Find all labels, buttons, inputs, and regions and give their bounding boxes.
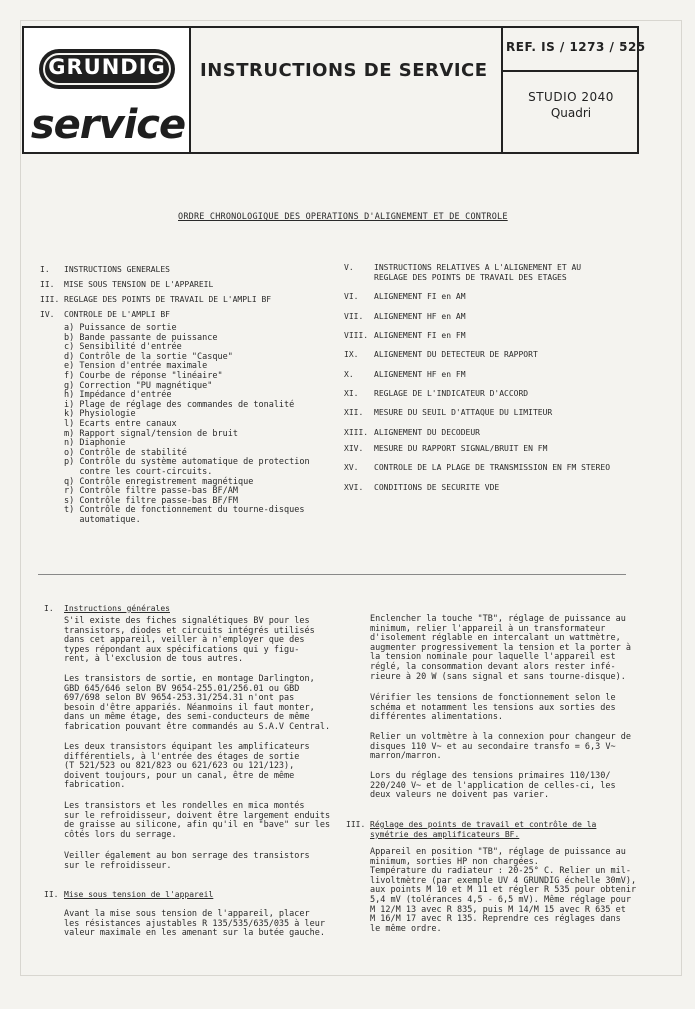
section-1-para-1: S'il existe des fiches signalétiques BV pour les transistors, diodes et circuits intégrés utilisés dans cet appareil, veiller à n'employer que des types répondant aux spécifications qui y figu- rent, à l'exclusion de tous autres. [64, 616, 315, 665]
toc-right-num-14: XIV. [344, 444, 364, 453]
toc-right-item-12: MESURE DU SEUIL D'ATTAQUE DU LIMITEUR [374, 408, 553, 417]
toc-left-num-1: I. [40, 265, 50, 274]
toc-subitem: g) Correction "PU magnétique" [64, 380, 213, 391]
section-1-para-5: Veiller également au bon serrage des transistors sur le refroidisseur. [64, 851, 310, 871]
section-2-para-1: Avant la mise sous tension de l'appareil, placer les résistances ajustables R 135/535/635/035 à leur valeur maximale en les amenant sur la butée gauche. [64, 909, 325, 939]
toc-subitem: o) Contrôle de stabilité [64, 447, 187, 458]
header-divider-left [189, 26, 191, 154]
brand-name: GRUNDIG [48, 55, 166, 79]
toc-subitem: b) Bande passante de puissance [64, 332, 218, 343]
service-wordmark: service [30, 102, 186, 148]
section-1-para-4: Les transistors et les rondelles en mica montés sur le refroidisseur, doivent être largement enduits de graisse au silicone, afin qu'il en "bave" sur les côtés lors du serrage. [64, 801, 331, 840]
toc-subitem: e) Tension d'entrée maximale [64, 361, 208, 372]
section-1-para-3: Les deux transistors équipant les amplificateurs différentiels, à l'entrée des étages de sortie (T 521/523 ou 821/823 ou 621/623 ou 121/123), doivent toujours, pour un canal, être de même fabrication. [64, 742, 310, 791]
toc-left-item-3: REGLAGE DES POINTS DE TRAVAIL DE L'AMPLI BF [64, 295, 272, 304]
toc-right-num-12: XII. [344, 408, 364, 417]
section-2-number: II. [44, 890, 59, 899]
toc-subitem: h) Impédance d'entrée [64, 390, 172, 401]
toc-subitem: l) Ecarts entre canaux [64, 418, 177, 429]
toc-heading: ORDRE CHRONOLOGIQUE DES OPERATIONS D'ALIGNEMENT ET DE CONTROLE [178, 212, 508, 222]
document-title: INSTRUCTIONS DE SERVICE [200, 60, 488, 81]
toc-right-item-7: ALIGNEMENT HF en AM [374, 312, 466, 321]
toc-left-num-2: II. [40, 280, 55, 289]
section-separator [38, 574, 626, 575]
toc-right-num-9: IX. [344, 350, 359, 359]
section-3-para-1: Appareil en position "TB", réglage de puissance au minimum, sorties HP non chargées. Température du radiateur : 20-25° C. Relier un mil- livoltmètre (par exemple UV 4 GRUNDIG échelle 30mV), aux points M 10 et M 11 et régler R 535 pour obtenir 5,4 mV (tolérances 4,5 - 6,5 mV). Même réglage pour M 12/M 13 avec R 835, puis M 14/M 15 avec R 635 et M 16/M 17 avec R 135. Reprendre ces réglages dans le même ordre. [370, 847, 637, 934]
toc-right-num-6: VI. [344, 292, 359, 301]
toc-left-num-3: III. [40, 295, 60, 304]
toc-subitems-list [64, 324, 310, 525]
toc-subitem: r) Contrôle filtre passe-bas BF/AM [64, 486, 238, 497]
section-3-number: III. [346, 820, 366, 829]
toc-right-item-8: ALIGNEMENT FI en FM [374, 331, 466, 340]
toc-subitem: i) Plage de réglage des commandes de tonalité [64, 399, 295, 410]
toc-subitem: a) Puissance de sortie [64, 323, 177, 333]
section-2-para-2: Enclencher la touche "TB", réglage de puissance au minimum, relier l'appareil à un transformateur d'isolement réglable en intercalant un wattmètre, augmenter progressivement la tension et la porter à la tension nominale pour laquelle l'appareil est réglé, la consommation devant alors rester infé- rieure à 20 W (sans signal et sans tourne-disque). [370, 614, 631, 682]
toc-subitem: t) Contrôle de fonctionnement du tourne-disques [64, 505, 305, 516]
header-divider-ref [502, 70, 639, 72]
toc-right-num-15: XV. [344, 463, 359, 472]
toc-left-item-4: CONTROLE DE L'AMPLI BF [64, 310, 170, 319]
toc-subitem: f) Courbe de réponse "linéaire" [64, 370, 223, 381]
section-2-title: Mise sous tension de l'appareil [64, 890, 214, 899]
toc-subitem: k) Physiologie [64, 409, 136, 420]
toc-subitem: m) Rapport signal/tension de bruit [64, 428, 238, 439]
model-name: STUDIO 2040 [528, 90, 614, 104]
toc-right-num-5: V. [344, 263, 354, 272]
toc-left-item-1: INSTRUCTIONS GENERALES [64, 265, 170, 274]
model-variant: Quadri [550, 106, 592, 120]
toc-subitem: p) Contrôle du système automatique de protection [64, 457, 310, 468]
toc-right-num-7: VII. [344, 312, 364, 321]
reference-number: REF. IS / 1273 / 525 [506, 40, 646, 54]
toc-right-num-11: XI. [344, 389, 359, 398]
section-1-title: Instructions générales [64, 604, 170, 613]
toc-left-item-2: MISE SOUS TENSION DE L'APPAREIL [64, 280, 214, 289]
toc-right-num-13: XIII. [344, 428, 369, 437]
toc-left-num-4: IV. [40, 310, 55, 319]
toc-subitem: d) Contrôle de la sortie "Casque" [64, 351, 233, 362]
toc-right-item-11: REGLAGE DE L'INDICATEUR D'ACCORD [374, 389, 529, 398]
toc-right-item-10: ALIGNEMENT HF en FM [374, 370, 466, 379]
toc-right-item-14: MESURE DU RAPPORT SIGNAL/BRUIT EN FM [374, 444, 548, 453]
toc-right-num-8: VIII. [344, 331, 369, 340]
section-2-para-4: Relier un voltmètre à la connexion pour changeur de disques 110 V~ et au secondaire transfo = 6,3 V~ marron/marron. [370, 732, 631, 762]
toc-right-item-15: CONTROLE DE LA PLAGE DE TRANSMISSION EN FM STEREO [374, 463, 611, 472]
section-1-number: I. [44, 604, 54, 613]
section-1-para-2: Les transistors de sortie, en montage Darlington, GBD 645/646 selon BV 9654-255.01/256.01 ou GBD 697/698 selon BV 9654-253.31/254.31 n'ont pas besoin d'être appariés. Néanmoins il faut monter, dans un même étage, des semi-conducteurs de même fabrication pouvant être commandés au S.A.V Central. [64, 674, 331, 732]
section-2-para-3: Vérifier les tensions de fonctionnement selon le schéma et notamment les tensions aux sorties des différentes alimentations. [370, 693, 616, 723]
toc-subitem: c) Sensibilité d'entrée [64, 342, 182, 353]
toc-right-item-6: ALIGNEMENT FI en AM [374, 292, 466, 301]
toc-subitem: contre les court-circuits. [64, 466, 213, 477]
toc-subitem: s) Contrôle filtre passe-bas BF/FM [64, 495, 238, 506]
toc-right-num-16: XVI. [344, 483, 364, 492]
toc-right-item-13: ALIGNEMENT DU DECODEUR [374, 428, 480, 437]
toc-right-item-16: CONDITIONS DE SECURITE VDE [374, 483, 500, 492]
toc-subitem: q) Contrôle enregistrement magnétique [64, 476, 254, 487]
toc-right-item-5: INSTRUCTIONS RELATIVES A L'ALIGNEMENT ET AU REGLAGE DES POINTS DE TRAVAIL DES ETAGES [374, 263, 582, 282]
toc-subitem: automatique. [64, 514, 141, 525]
toc-right-num-10: X. [344, 370, 354, 379]
section-2-para-5: Lors du réglage des tensions primaires 110/130/ 220/240 V~ et de l'application de celles-ci, les deux valeurs ne doivent pas varier. [370, 771, 616, 801]
toc-subitem: n) Diaphonie [64, 438, 126, 449]
section-3-title: Réglage des points de travail et contrôle de la symétrie des amplificateurs BF. [370, 820, 597, 839]
toc-right-item-9: ALIGNEMENT DU DETECTEUR DE RAPPORT [374, 350, 538, 359]
